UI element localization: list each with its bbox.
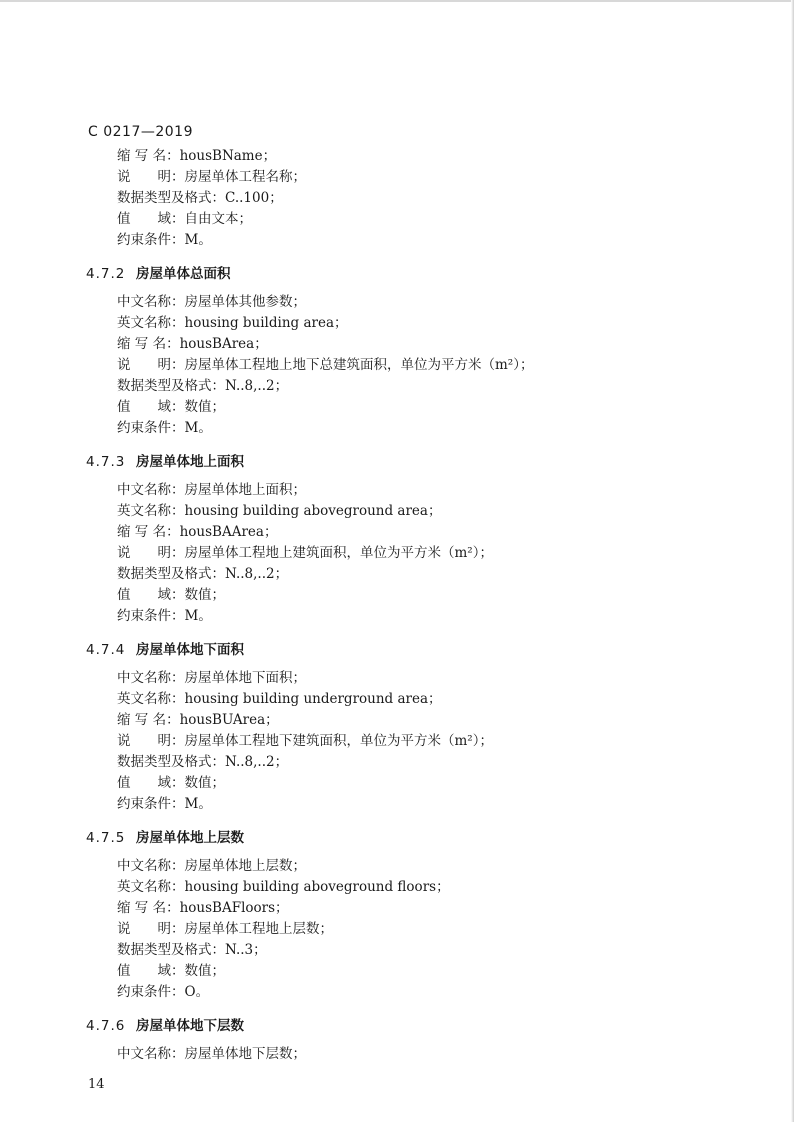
definition-line: 缩 写 名：housBUArea； bbox=[117, 712, 279, 728]
section-lines bbox=[86, 1044, 766, 1065]
section-4-7-5 bbox=[86, 827, 766, 1003]
definition-line: 中文名称：房屋单体地上层数； bbox=[117, 858, 306, 874]
section-lines bbox=[86, 292, 766, 439]
definition-line: 中文名称：房屋单体其他参数； bbox=[117, 294, 306, 310]
continued-field-definition bbox=[117, 146, 757, 251]
definition-line: 值 域：自由文本； bbox=[117, 211, 252, 227]
definition-line: 说 明：房屋单体工程地上层数； bbox=[117, 921, 333, 937]
definition-line: 数据类型及格式：C..100； bbox=[117, 190, 283, 206]
section-title: 房屋单体总面积 bbox=[136, 266, 231, 282]
definition-line: 英文名称：housing building area； bbox=[117, 315, 348, 331]
definition-line: 说 明：房屋单体工程地下建筑面积，单位为平方米（m²）； bbox=[117, 733, 493, 749]
definition-line: 约束条件：M。 bbox=[117, 796, 212, 812]
document-code: C 0217—2019 bbox=[88, 124, 193, 140]
section-title: 房屋单体地上层数 bbox=[136, 830, 244, 846]
definition-line: 中文名称：房屋单体地下层数； bbox=[117, 1046, 306, 1062]
sections-container bbox=[86, 263, 766, 1077]
definition-line: 说 明：房屋单体工程地上地下总建筑面积，单位为平方米（m²）； bbox=[117, 357, 534, 373]
section-4-7-6 bbox=[86, 1015, 766, 1065]
definition-line: 英文名称：housing building underground area； bbox=[117, 691, 442, 707]
section-heading bbox=[86, 639, 766, 662]
definition-line: 说 明：房屋单体工程名称； bbox=[117, 169, 306, 185]
section-title: 房屋单体地下面积 bbox=[136, 642, 244, 658]
definition-line: 约束条件：M。 bbox=[117, 420, 212, 436]
section-4-7-2 bbox=[86, 263, 766, 439]
definition-line: 值 域：数值； bbox=[117, 399, 225, 415]
section-lines bbox=[86, 668, 766, 815]
definition-line: 数据类型及格式：N..8,..2； bbox=[117, 378, 289, 394]
section-number: 4.7.6 bbox=[86, 1018, 126, 1034]
definition-line: 中文名称：房屋单体地上面积； bbox=[117, 482, 306, 498]
section-heading bbox=[86, 1015, 766, 1038]
definition-line: 数据类型及格式：N..8,..2； bbox=[117, 566, 289, 582]
definition-line: 数据类型及格式：N..8,..2； bbox=[117, 754, 289, 770]
section-4-7-3 bbox=[86, 451, 766, 627]
section-heading bbox=[86, 451, 766, 474]
section-lines bbox=[86, 480, 766, 627]
definition-line: 缩 写 名：housBName； bbox=[117, 148, 277, 164]
definition-line: 约束条件：O。 bbox=[117, 984, 210, 1000]
section-number: 4.7.5 bbox=[86, 830, 126, 846]
definition-line: 数据类型及格式：N..3； bbox=[117, 942, 267, 958]
definition-line: 英文名称：housing building aboveground floors； bbox=[117, 879, 450, 895]
definition-line: 值 域：数值； bbox=[117, 775, 225, 791]
definition-line: 值 域：数值； bbox=[117, 587, 225, 603]
section-number: 4.7.2 bbox=[86, 266, 126, 282]
page-top-edge bbox=[0, 0, 794, 2]
definition-line: 中文名称：房屋单体地下面积； bbox=[117, 670, 306, 686]
definition-line: 约束条件：M。 bbox=[117, 232, 212, 248]
section-number: 4.7.4 bbox=[86, 642, 126, 658]
section-lines bbox=[86, 856, 766, 1003]
section-heading bbox=[86, 263, 766, 286]
definition-line: 说 明：房屋单体工程地上建筑面积，单位为平方米（m²）； bbox=[117, 545, 493, 561]
page-number: 14 bbox=[88, 1077, 105, 1092]
definition-line: 值 域：数值； bbox=[117, 963, 225, 979]
section-number: 4.7.3 bbox=[86, 454, 126, 470]
definition-line: 缩 写 名：housBArea； bbox=[117, 336, 268, 352]
definition-line: 英文名称：housing building aboveground area； bbox=[117, 503, 442, 519]
section-title: 房屋单体地上面积 bbox=[136, 454, 244, 470]
definition-line: 约束条件：M。 bbox=[117, 608, 212, 624]
section-4-7-4 bbox=[86, 639, 766, 815]
definition-line: 缩 写 名：housBAFloors； bbox=[117, 900, 289, 916]
definition-line: 缩 写 名：housBAArea； bbox=[117, 524, 278, 540]
section-heading bbox=[86, 827, 766, 850]
section-title: 房屋单体地下层数 bbox=[136, 1018, 244, 1034]
